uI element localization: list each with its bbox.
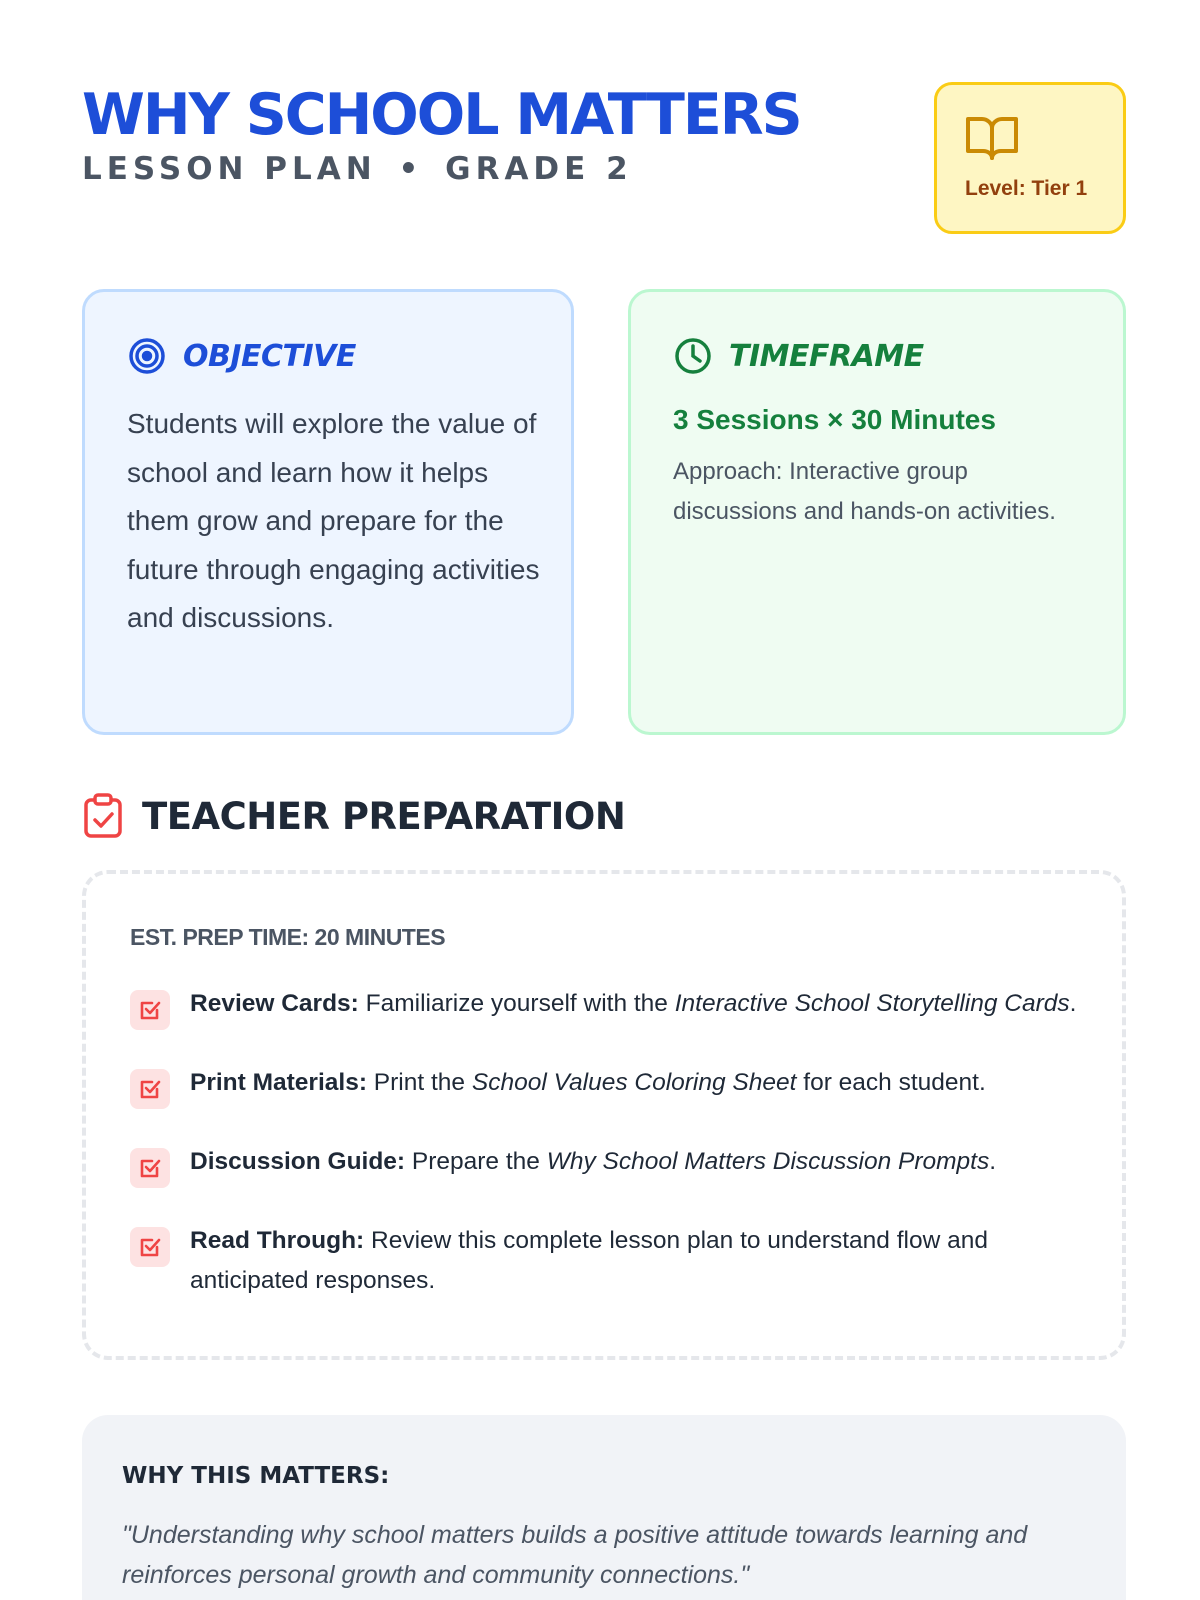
prep-time: EST. PREP TIME: 20 MINUTES	[130, 924, 446, 950]
prep-item-print-materials	[130, 1063, 1090, 1109]
prep-item-text: Review Cards: Familiarize yourself with the Interactive School Storytelling Cards.	[190, 990, 1077, 1017]
target-icon	[127, 336, 167, 376]
book-open-icon	[965, 113, 1019, 161]
lesson-plan-page	[82, 0, 1126, 1600]
objective-title: OBJECTIVE	[183, 338, 356, 374]
level-badge	[934, 82, 1126, 234]
prep-list	[130, 984, 1090, 1334]
checkbox-icon	[130, 1227, 170, 1267]
clock-icon	[673, 336, 713, 376]
timeframe-approach: Approach: Interactive group discussions and hands-on activities.	[673, 458, 1056, 525]
timeframe-sessions: 3 Sessions × 30 Minutes	[673, 404, 996, 435]
teacher-preparation-header	[82, 790, 625, 842]
subtitle-grade: GRADE 2	[445, 151, 633, 187]
checkbox-icon	[130, 990, 170, 1030]
why-this-matters-quote: "Understanding why school matters builds a positive attitude towards learning and reinforces personal growth and community connections."	[122, 1521, 1028, 1589]
objective-header	[127, 334, 356, 378]
clipboard-check-icon	[82, 793, 124, 839]
objective-text: Students will explore the value of school and learn how it helps them grow and prepare for the future through engaging activities and discussions.	[127, 408, 540, 633]
objective-card	[82, 289, 574, 735]
prep-item-review-cards	[130, 984, 1090, 1030]
teacher-preparation-title: TEACHER PREPARATION	[142, 794, 626, 838]
header	[82, 82, 1126, 242]
timeframe-title: TIMEFRAME	[729, 338, 924, 374]
level-label: Level: Tier 1	[965, 177, 1088, 200]
prep-item-text: Print Materials: Print the School Values Coloring Sheet for each student.	[190, 1069, 986, 1096]
why-this-matters-label: WHY THIS MATTERS:	[122, 1463, 390, 1489]
prep-item-text: Discussion Guide: Prepare the Why School Matters Discussion Prompts.	[190, 1148, 997, 1175]
prep-item-text: Read Through: Review this complete lesson plan to understand flow and anticipated responses.	[190, 1227, 988, 1294]
page-subtitle	[82, 150, 633, 188]
checkbox-icon	[130, 1148, 170, 1188]
checkbox-icon	[130, 1069, 170, 1109]
timeframe-card	[628, 289, 1126, 735]
preparation-box	[82, 870, 1126, 1360]
page-title: WHY SCHOOL MATTERS	[82, 82, 801, 148]
prep-item-discussion-guide	[130, 1142, 1090, 1188]
timeframe-header	[673, 334, 924, 378]
why-this-matters-box	[82, 1415, 1126, 1600]
subtitle-lesson-plan: LESSON PLAN	[82, 151, 377, 187]
prep-item-read-through	[130, 1221, 1090, 1301]
subtitle-separator: •	[398, 151, 424, 187]
